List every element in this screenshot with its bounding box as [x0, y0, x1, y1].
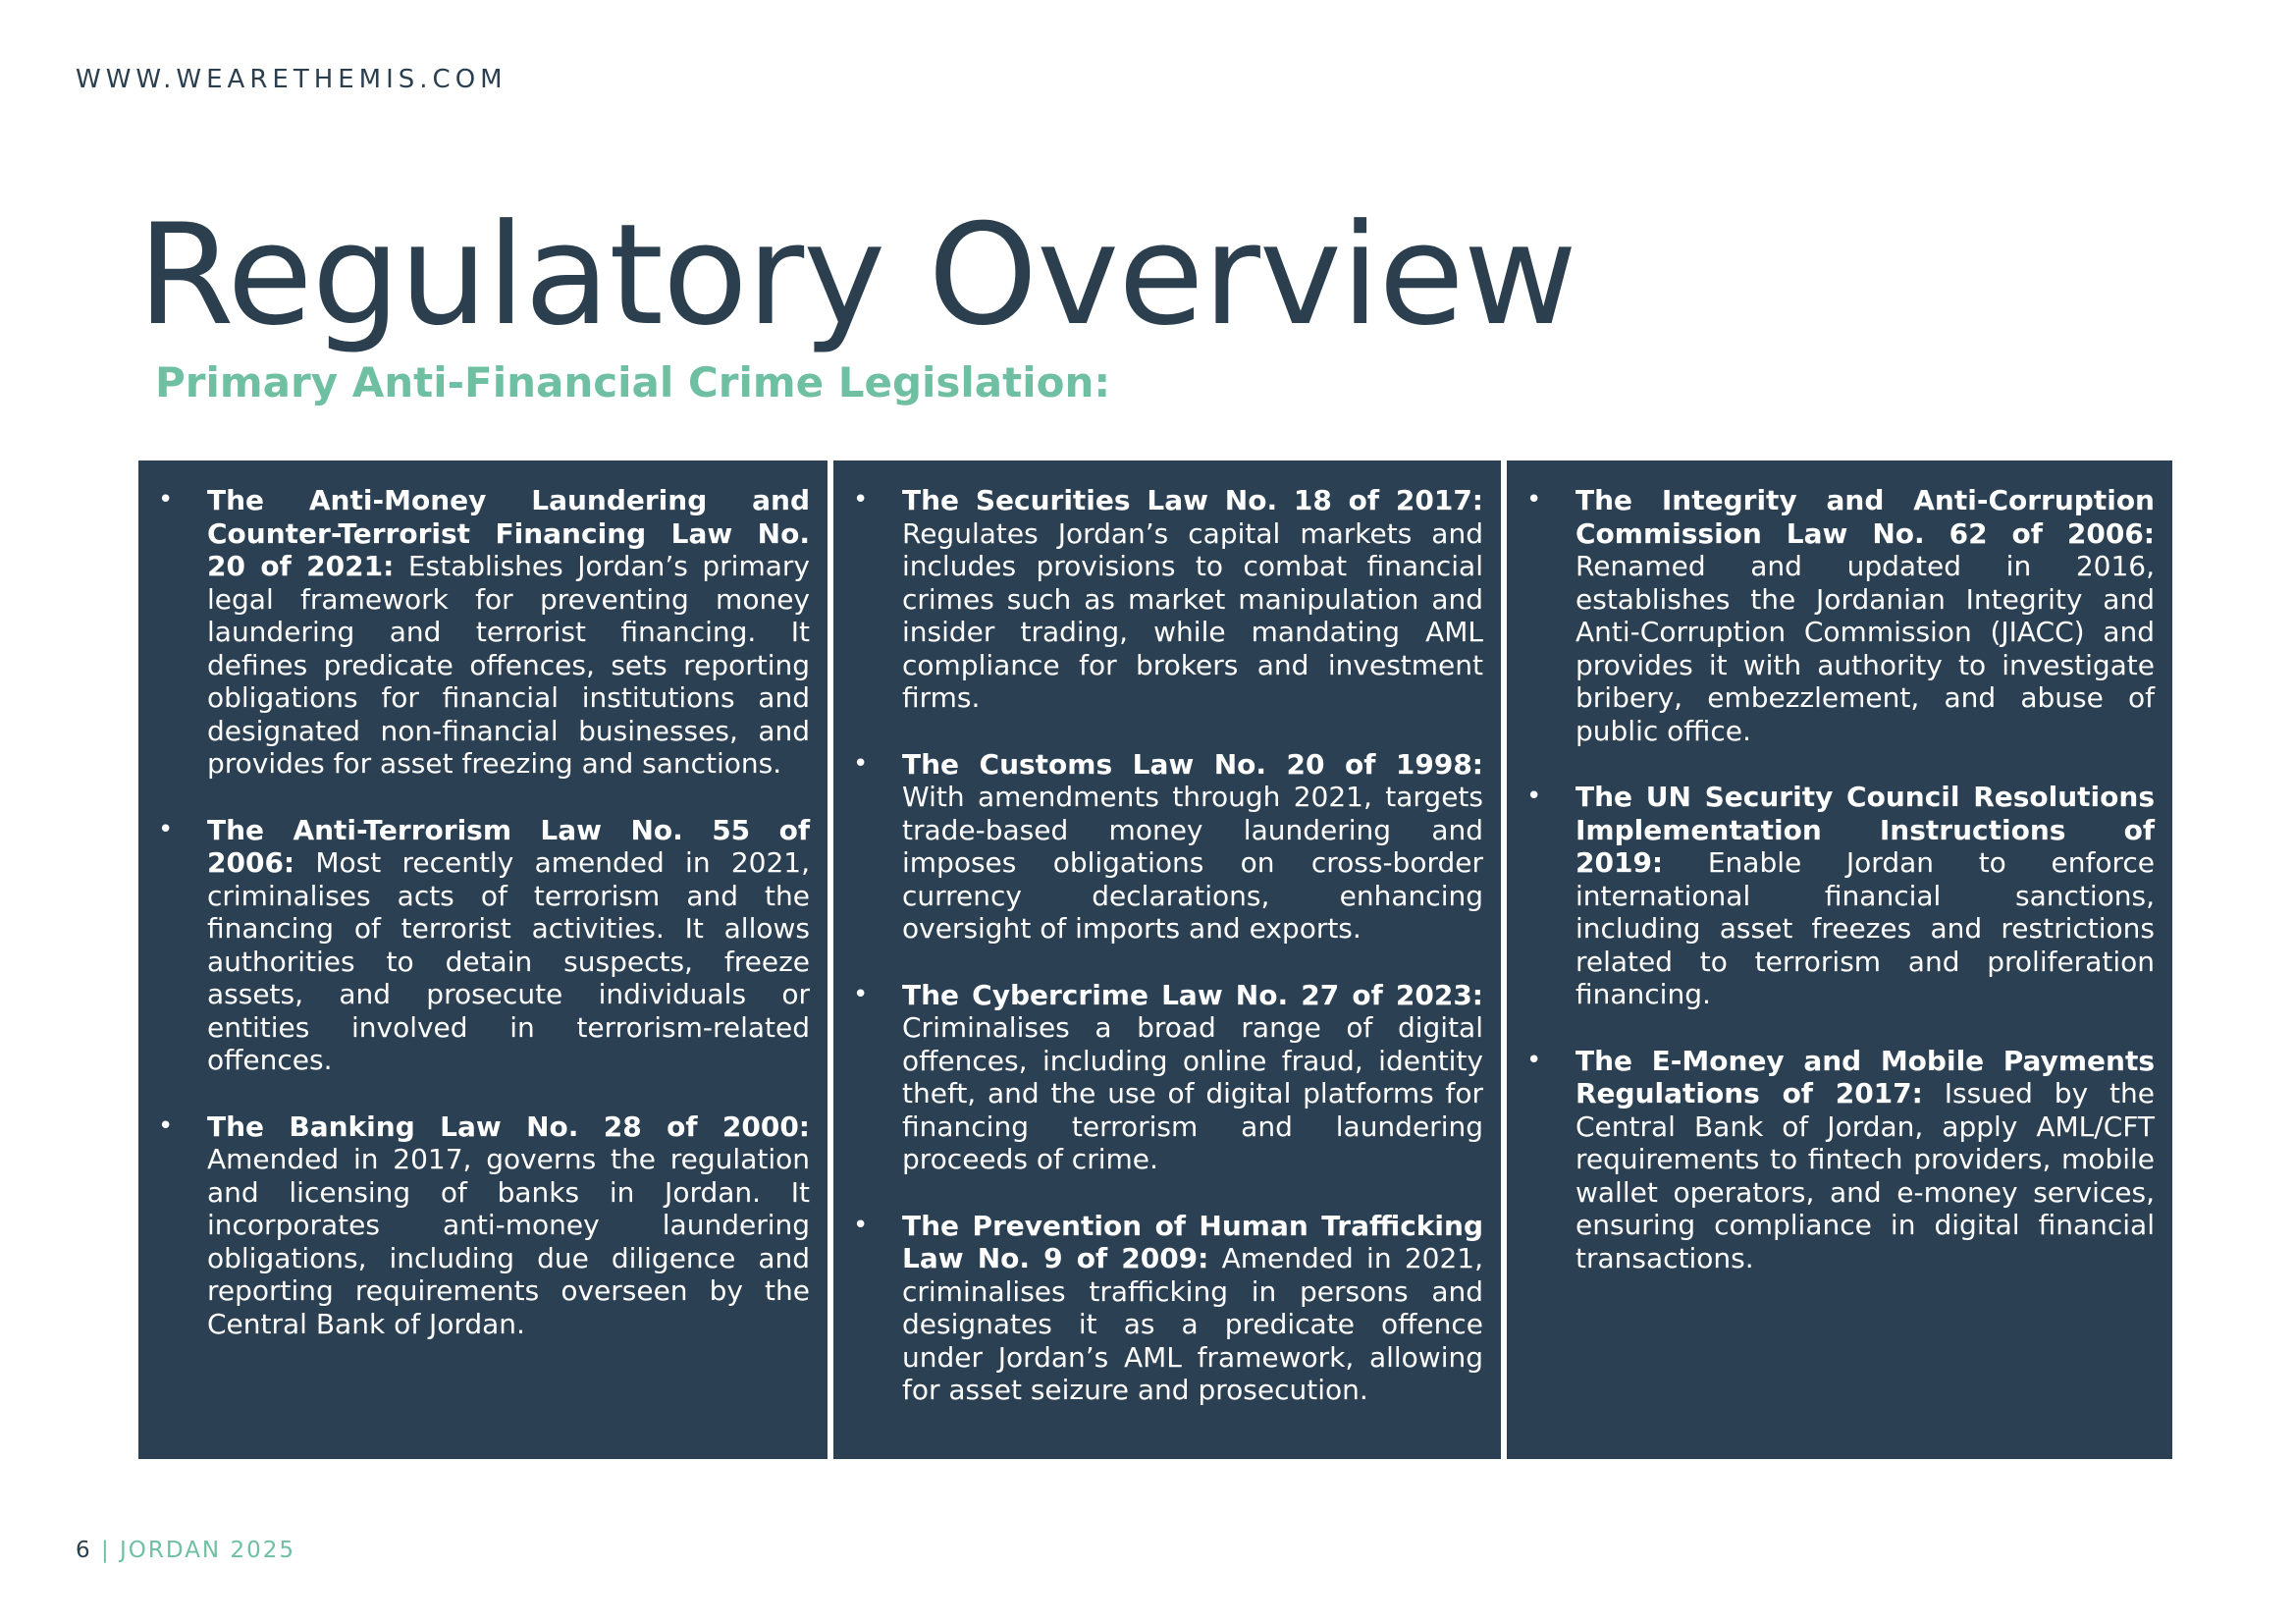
legislation-column-3: [1507, 460, 2172, 1459]
footer-label: JORDAN 2025: [120, 1538, 295, 1563]
bullet-icon: •: [1526, 485, 1542, 514]
law-name: The Banking Law No. 28 of 2000:: [207, 1110, 810, 1143]
bullet-icon: •: [158, 485, 174, 514]
legislation-list: [853, 484, 1483, 1407]
law-name: The Securities Law No. 18 of 2017:: [902, 484, 1483, 516]
list-item: [853, 484, 1483, 715]
legislation-column-2: [833, 460, 1501, 1459]
list-item: [1526, 1045, 2155, 1275]
law-description: Amended in 2021, criminalises trafficking in persons and designates it as a predicate offence under Jordan’s AML framework, allowing for asset seizure and prosecution.: [902, 1242, 1483, 1406]
law-name: The Cybercrime Law No. 27 of 2023:: [902, 978, 1483, 1011]
bullet-icon: •: [1526, 1045, 1542, 1075]
law-name: The Anti-Money Laundering and Counter-Terrorist Financing Law No. 20 of 2021:: [207, 484, 810, 582]
site-url[interactable]: WWW.WEARETHEMIS.COM: [76, 65, 507, 94]
law-name: The Anti-Terrorism Law No. 55 of 2006:: [207, 813, 810, 879]
bullet-icon: •: [158, 814, 174, 844]
law-description: Regulates Jordan’s capital markets and includes provisions to combat financial crimes such as market manipulation and insider trading, while mandating AML compliance for brokers and investment firms.: [902, 516, 1483, 714]
law-name: The Customs Law No. 20 of 1998:: [902, 747, 1483, 781]
section-subtitle: Primary Anti-Financial Crime Legislation:: [155, 358, 1111, 406]
list-item: [158, 484, 810, 781]
list-item: [853, 1210, 1483, 1407]
list-item: [853, 748, 1483, 946]
bullet-icon: •: [1526, 782, 1542, 811]
list-item: [158, 1110, 810, 1341]
law-description: Establishes Jordan’s primary legal framework for preventing money laundering and terrorist financing. It defines predicate offences, sets reporting obligations for financial institutions and designated non-financial businesses, and provides for asset freezing and sanctions.: [207, 550, 810, 780]
page-title: Regulatory Overview: [137, 194, 1576, 356]
law-description: Renamed and updated in 2016, establishes the Jordanian Integrity and Anti-Corruption Commission (JIACC) and provides it with authority to investigate bribery, embezzlement, and abuse of public office.: [1575, 550, 2155, 747]
law-description: Issued by the Central Bank of Jordan, apply AML/CFT requirements to fintech providers, mobile wallet operators, and e-money services, ensuring compliance in digital financial transactions.: [1575, 1077, 2155, 1274]
law-description: Amended in 2017, governs the regulation and licensing of banks in Jordan. It incorporates anti-money laundering obligations, including due diligence and reporting requirements overseen by the Central Bank of Jordan.: [207, 1143, 810, 1340]
law-description: With amendments through 2021, targets trade-based money laundering and imposes obligations on cross-border currency declarations, enhancing oversight of imports and exports.: [902, 781, 1483, 945]
bullet-icon: •: [853, 1210, 869, 1240]
list-item: [1526, 484, 2155, 747]
legislation-column-1: [138, 460, 828, 1459]
law-description: Most recently amended in 2021, criminalises acts of terrorism and the financing of terrorist activities. It allows authorities to detain suspects, freeze assets, and prosecute individuals or entities involved in terrorism-related offences.: [207, 846, 810, 1076]
law-name: The Integrity and Anti-Corruption Commission Law No. 62 of 2006:: [1575, 484, 2155, 550]
page-footer: [76, 1538, 295, 1563]
list-item: [853, 979, 1483, 1176]
list-item: [158, 814, 810, 1077]
law-description: Criminalises a broad range of digital offences, including online fraud, identity theft, and the use of digital platforms for financing terrorism and laundering proceeds of crime.: [902, 1011, 1483, 1175]
law-name: The Prevention of Human Trafficking Law No. 9 of 2009:: [902, 1209, 1483, 1274]
page-number: 6: [76, 1538, 92, 1563]
law-name: The E-Money and Mobile Payments Regulations of 2017:: [1575, 1044, 2155, 1110]
law-name: The UN Security Council Resolutions Implementation Instructions of 2019:: [1575, 781, 2155, 879]
bullet-icon: •: [853, 485, 869, 514]
list-item: [1526, 781, 2155, 1011]
legislation-list: [158, 484, 810, 1340]
bullet-icon: •: [158, 1110, 174, 1141]
footer-separator: |: [100, 1538, 111, 1563]
law-description: Enable Jordan to enforce international financial sanctions, including asset freezes and restrictions related to terrorism and proliferation financing.: [1575, 846, 2155, 1010]
bullet-icon: •: [853, 979, 869, 1009]
legislation-list: [1526, 484, 2155, 1274]
bullet-icon: •: [853, 748, 869, 779]
